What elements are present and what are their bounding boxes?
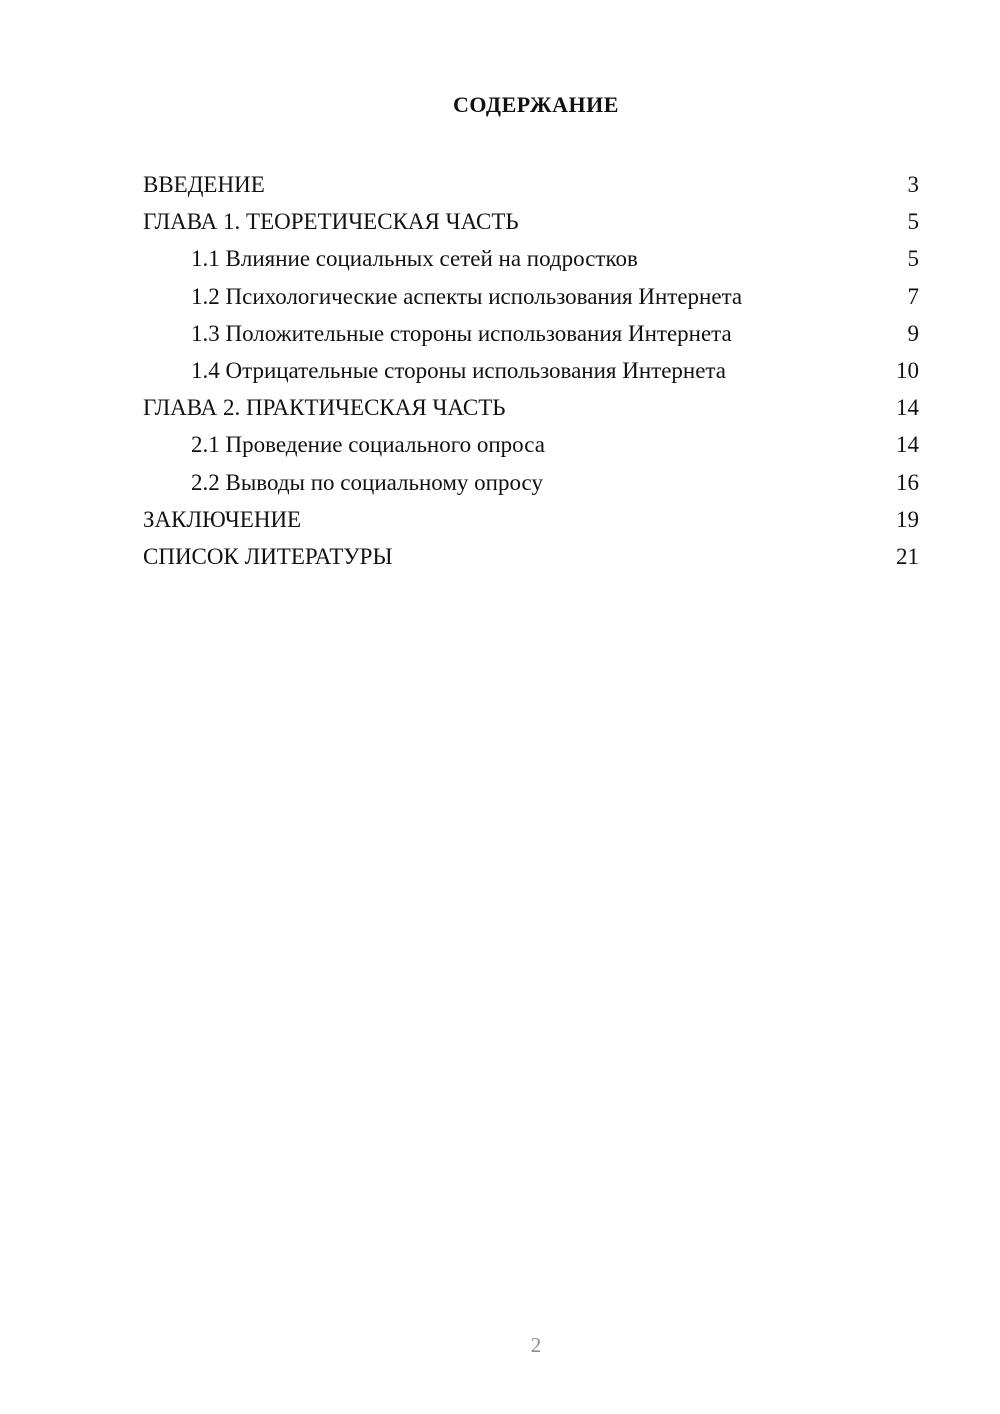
toc-entry-page: 9	[907, 320, 919, 346]
toc-entry-page: 5	[907, 246, 919, 272]
toc-entry-page: 3	[907, 172, 919, 197]
page-number: 2	[530, 1333, 542, 1357]
toc-entry-page: 10	[896, 357, 919, 383]
toc-entry-label: 1.4 Отрицательные стороны использования Интернета	[191, 357, 726, 383]
toc-entry-section-1-3[interactable]	[143, 315, 919, 352]
toc-entry-section-1-4[interactable]	[143, 352, 919, 389]
toc-entry-section-1-2[interactable]	[143, 278, 919, 315]
toc-entry-chapter-1[interactable]	[143, 203, 919, 240]
toc-entry-label: ЗАКЛЮЧЕНИЕ	[143, 506, 302, 532]
toc-entry-label: 2.2 Выводы по социальному опросу	[191, 469, 543, 495]
toc-entry-label: ГЛАВА 1. ТЕОРЕТИЧЕСКАЯ ЧАСТЬ	[143, 209, 519, 235]
toc-entry-label: СПИСОК ЛИТЕРАТУРЫ	[143, 543, 393, 569]
toc-entry-label: ВВЕДЕНИЕ	[143, 172, 265, 197]
toc-entry-label: 1.2 Психологические аспекты использования Интернета	[191, 283, 743, 309]
toc-entry-chapter-2[interactable]	[143, 389, 919, 426]
table-of-contents	[143, 166, 919, 575]
toc-entry-page: 14	[896, 432, 919, 458]
toc-entry-page: 19	[896, 506, 919, 532]
toc-entry-references[interactable]	[143, 538, 919, 575]
toc-entry-section-2-2[interactable]	[143, 464, 919, 501]
toc-entry-introduction[interactable]	[143, 166, 919, 203]
toc-entry-page: 14	[896, 395, 919, 421]
page-title: СОДЕРЖАНИЕ	[453, 92, 619, 117]
toc-entry-page: 5	[907, 209, 919, 235]
toc-entry-page: 21	[896, 543, 919, 569]
toc-entry-page: 16	[896, 469, 919, 495]
toc-entry-section-2-1[interactable]	[143, 426, 919, 463]
toc-entry-label: 2.1 Проведение социального опроса	[191, 432, 545, 458]
toc-entry-section-1-1[interactable]	[143, 240, 919, 277]
toc-entry-conclusion[interactable]	[143, 501, 919, 538]
toc-entry-label: 1.3 Положительные стороны использования Интернета	[191, 320, 732, 346]
toc-entry-label: 1.1 Влияние социальных сетей на подростков	[191, 246, 638, 272]
toc-entry-label: ГЛАВА 2. ПРАКТИЧЕСКАЯ ЧАСТЬ	[143, 395, 506, 421]
toc-entry-page: 7	[907, 283, 919, 309]
